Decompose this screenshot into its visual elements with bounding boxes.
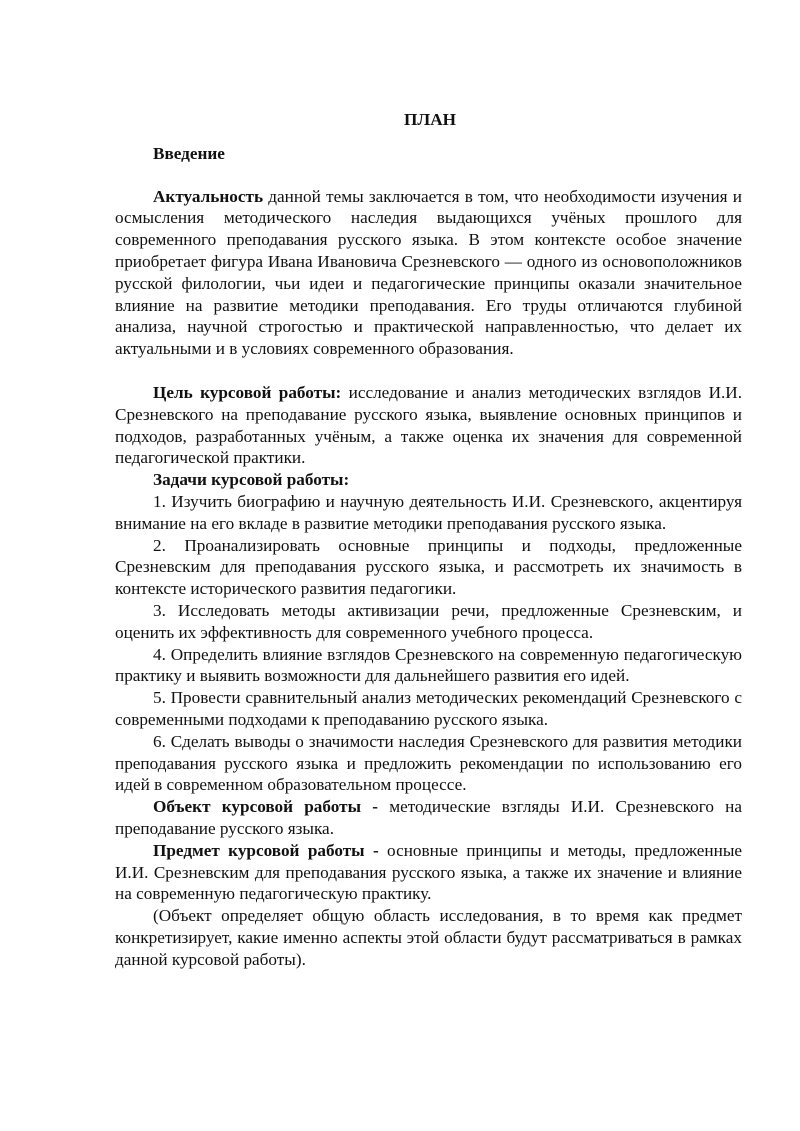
goal-text: исследование и анализ методических взглядов И.И. Срезневского на преподавание русского языка, выявление основных принципов и подходов, разработанных учёным, а также оценка их значения для современной педагогической практики.	[115, 382, 743, 468]
object-label: Объект курсовой работы -	[153, 797, 378, 817]
task-item: 5. Провести сравнительный анализ методических рекомендаций Срезневского с современными подходами к преподаванию русского языка.	[115, 688, 742, 729]
task-item: 2. Проанализировать основные принципы и подходы, предложенные Срезневским для преподавания русского языка, и рассмотреть их значимость в контексте исторического развития педагогики.	[115, 535, 742, 599]
relevance-label: Актуальность	[153, 186, 264, 206]
goal-paragraph	[115, 382, 742, 469]
subject-label: Предмет курсовой работы -	[153, 840, 379, 860]
note-paragraph: (Объект определяет общую область исследования, в то время как предмет конкретизирует, какие именно аспекты этой области будут рассматриваться в рамках данной курсовой работы).	[115, 906, 742, 969]
task-item: 6. Сделать выводы о значимости наследия Срезневского для развития методики преподавания русского языка и предложить рекомендации по использованию его идей в современном образовательном процессе.	[115, 731, 742, 795]
goal-label: Цель курсовой работы:	[153, 382, 342, 402]
intro-heading: Введение	[153, 143, 225, 163]
tasks-heading: Задачи курсовой работы:	[153, 470, 350, 490]
relevance-paragraph	[115, 186, 742, 360]
subject-paragraph	[115, 840, 742, 905]
task-item: 3. Исследовать методы активизации речи, предложенные Срезневским, и оценить их эффективность для современного учебного процесса.	[115, 600, 742, 642]
subject-text: основные принципы и методы, предложенные И.И. Срезневским для преподавания русского языка, а также их значение и влияние на современную педагогическую практику.	[115, 840, 743, 904]
task-item: 4. Определить влияние взглядов Срезневского на современную педагогическую практику и выявить возможности для дальнейшего развития его идей.	[115, 644, 742, 686]
page-title: ПЛАН	[404, 110, 456, 129]
document-page	[115, 109, 742, 970]
object-text: методические взгляды И.И. Срезневского на преподавание русского языка.	[115, 797, 742, 838]
task-item: 1. Изучить биографию и научную деятельность И.И. Срезневского, акцентируя внимание на его вкладе в развитие методики преподавания русского языка.	[115, 491, 742, 533]
relevance-text: данной темы заключается в том, что необходимости изучения и осмысления методического наследия выдающихся учёных прошлого для современного преподавания русского языка. В этом контексте особое значение приобретает фигура Ивана Ивановича Срезневского — одного из основоположников русской филологии, чьи идеи и педагогические принципы оказали значительное влияние на развитие методики преподавания. Его труды отличаются глубиной анализа, научной строгостью и практической направленностью, что делает их актуальными и в условиях современного образования.	[115, 186, 742, 359]
object-paragraph	[115, 796, 742, 840]
